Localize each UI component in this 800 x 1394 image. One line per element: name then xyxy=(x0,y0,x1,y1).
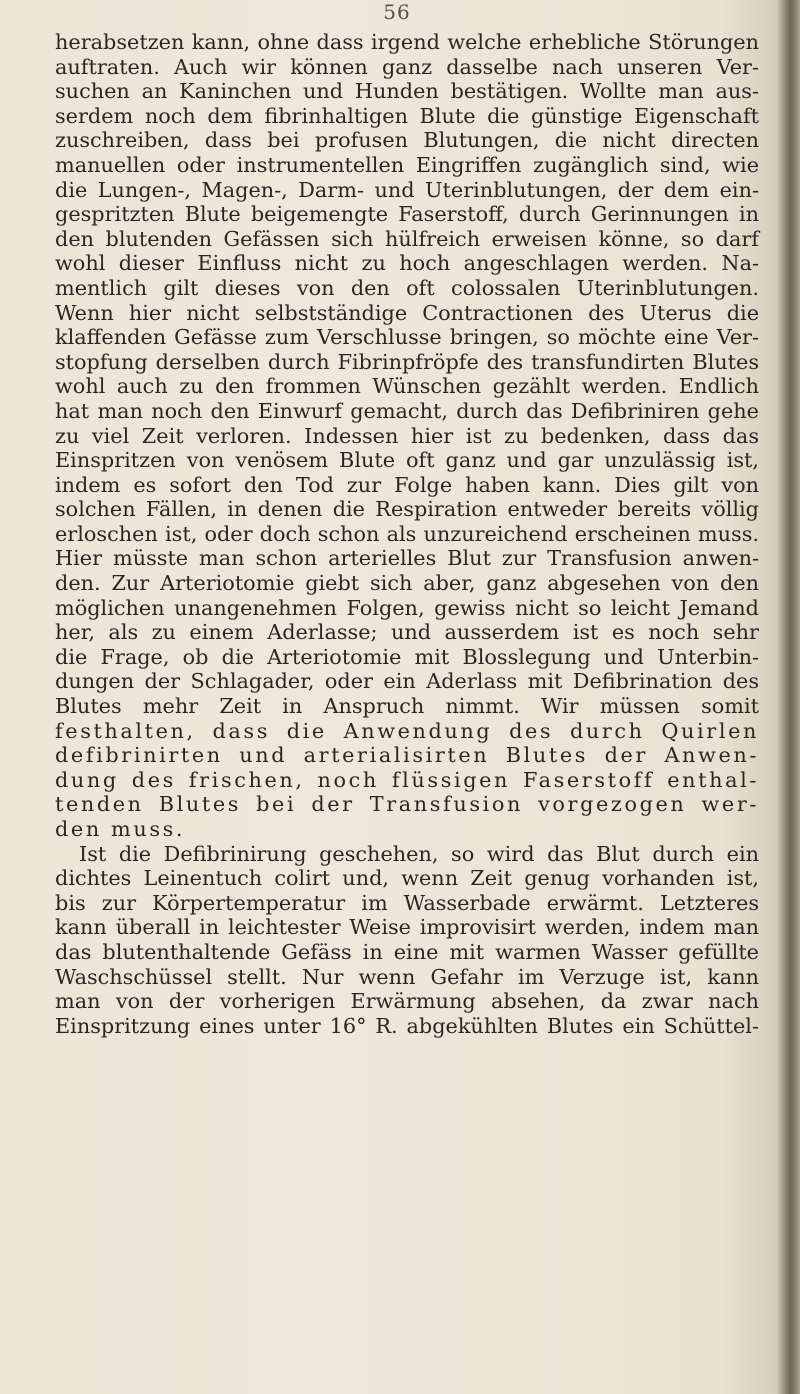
text-line: serdem noch dem fibrinhaltigen Blute die günstige Eigenschaft xyxy=(55,103,759,128)
text-line: suchen an Kaninchen und Hunden bestätigen. Wollte man aus- xyxy=(55,79,759,104)
text-line: man von der vorherigen Erwärmung absehen, da zwar nach xyxy=(55,989,759,1014)
text-line: Einspritzen von venösem Blute oft ganz und gar unzulässig ist, xyxy=(55,448,759,473)
text-line: dungen der Schlagader, oder ein Aderlass mit Defibrination des xyxy=(55,669,759,694)
text-line: möglichen unangenehmen Folgen, gewiss nicht so leicht Jemand xyxy=(55,595,759,620)
emphasized-text-line: dung des frischen, noch flüssigen Faserstoff enthal- xyxy=(55,767,759,792)
text-line: her, als zu einem Aderlasse; und ausserdem ist es noch sehr xyxy=(55,620,759,645)
text-line: gespritzten Blute beigemengte Faserstoff, durch Gerinnungen in xyxy=(55,202,759,227)
text-line: dichtes Leinentuch colirt und, wenn Zeit genug vorhanden ist, xyxy=(55,866,759,891)
text-line: Wenn hier nicht selbstständige Contractionen des Uterus die xyxy=(55,300,759,325)
text-line: hat man noch den Einwurf gemacht, durch das Defibriniren gehe xyxy=(55,398,759,423)
text-line: den. Zur Arteriotomie giebt sich aber, ganz abgesehen von den xyxy=(55,571,759,596)
emphasized-text-line: tenden Blutes bei der Transfusion vorgezogen wer- xyxy=(55,792,759,817)
text-line: bis zur Körpertemperatur im Wasserbade erwärmt. Letzteres xyxy=(55,890,759,915)
text-line: auftraten. Auch wir können ganz dasselbe nach unseren Ver- xyxy=(55,54,759,79)
text-line: zuschreiben, dass bei profusen Blutungen, die nicht directen xyxy=(55,128,759,153)
text-line: indem es sofort den Tod zur Folge haben kann. Dies gilt von xyxy=(55,472,759,497)
text-line: stopfung derselben durch Fibrinpfröpfe des transfundirten Blutes xyxy=(55,349,759,374)
text-line: die Frage, ob die Arteriotomie mit Blosslegung und Unterbin- xyxy=(55,644,759,669)
text-line: manuellen oder instrumentellen Eingriffen zugänglich sind, wie xyxy=(55,152,759,177)
body-text xyxy=(55,30,759,1038)
text-line: Hier müsste man schon arterielles Blut zur Transfusion anwen- xyxy=(55,546,759,571)
text-line: Ist die Defibrinirung geschehen, so wird das Blut durch ein xyxy=(79,841,759,866)
text-line: wohl dieser Einfluss nicht zu hoch angeschlagen werden. Na- xyxy=(55,251,759,276)
text-line: den blutenden Gefässen sich hülfreich erweisen könne, so darf xyxy=(55,226,759,251)
text-line: herabsetzen kann, ohne dass irgend welche erhebliche Störungen xyxy=(55,30,759,54)
emphasized-text-line: defibrinirten und arterialisirten Blutes der Anwen- xyxy=(55,743,759,768)
emphasized-text-line: den muss. xyxy=(55,817,186,841)
text-line: Waschschüssel stellt. Nur wenn Gefahr im Verzuge ist, kann xyxy=(55,964,759,989)
text-line: Einspritzung eines unter 16° R. abgekühlten Blutes ein Schüttel- xyxy=(55,1013,759,1038)
page-number: 56 xyxy=(383,0,411,24)
page-binding-edge xyxy=(776,0,800,1394)
text-line: die Lungen-, Magen-, Darm- und Uterinblutungen, der dem ein- xyxy=(55,177,759,202)
emphasized-text-line: festhalten, dass die Anwendung des durch Quirlen xyxy=(55,718,759,743)
text-line: solchen Fällen, in denen die Respiration entweder bereits völlig xyxy=(55,497,759,522)
text-line: zu viel Zeit verloren. Indessen hier ist zu bedenken, dass das xyxy=(55,423,759,448)
text-line: das blutenthaltende Gefäss in eine mit warmen Wasser gefüllte xyxy=(55,939,759,964)
text-line: mentlich gilt dieses von den oft colossalen Uterinblutungen. xyxy=(55,275,759,300)
text-line: erloschen ist, oder doch schon als unzureichend erscheinen muss. xyxy=(55,521,759,546)
text-line: Blutes mehr Zeit in Anspruch nimmt. Wir müssen somit xyxy=(55,694,759,719)
text-line: kann überall in leichtester Weise improvisirt werden, indem man xyxy=(55,915,759,940)
text-line: klaffenden Gefässe zum Verschlusse bringen, so möchte eine Ver- xyxy=(55,325,759,350)
text-line: wohl auch zu den frommen Wünschen gezählt werden. Endlich xyxy=(55,374,759,399)
